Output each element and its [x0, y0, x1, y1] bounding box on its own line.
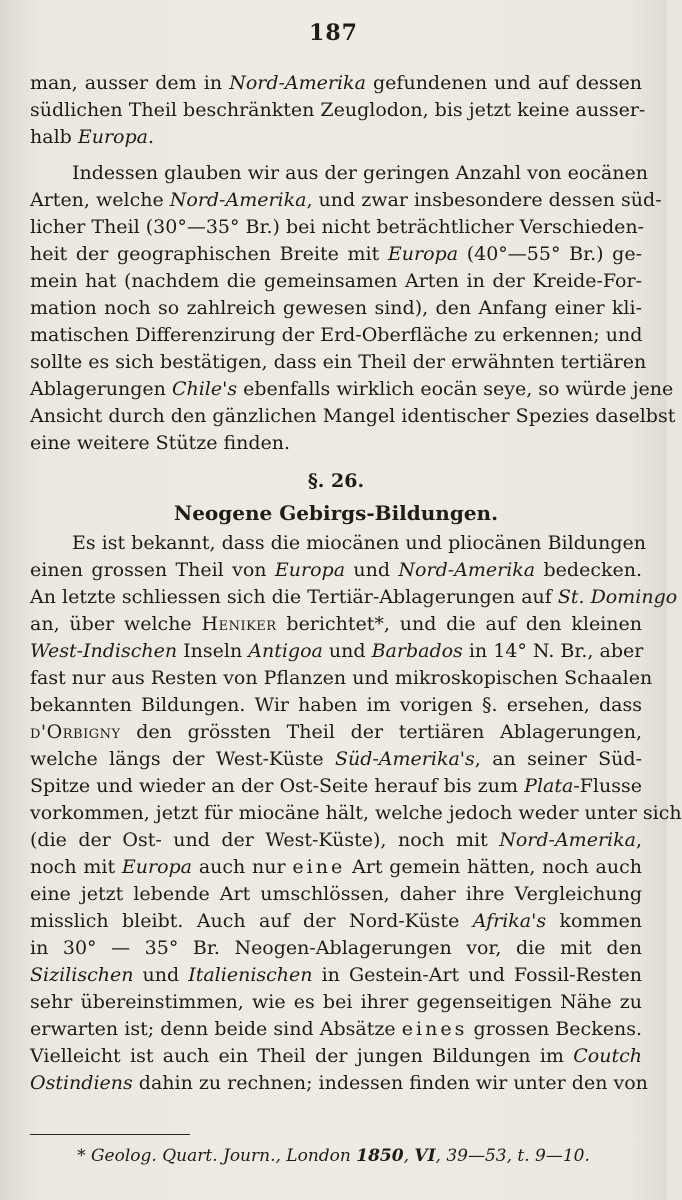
text-line: [30, 557, 642, 584]
page-body: [30, 70, 682, 1097]
text-span: halb: [30, 126, 78, 148]
text-span: Arten, welche: [30, 189, 170, 211]
footnote-text: , 39—53, t. 9—10.: [435, 1146, 590, 1166]
text-span: berichtet*, und die auf den kleinen: [276, 613, 642, 635]
place-name: Europa: [77, 126, 148, 148]
text-span: An letzte schliessen sich die Tertiär-Ablagerungen auf: [30, 586, 558, 608]
text-span: heit der geographischen Breite mit: [30, 243, 388, 265]
text-span: kommen: [546, 910, 642, 932]
place-name: Europa: [387, 243, 459, 265]
text-span: in 14° N. Br., aber: [462, 640, 644, 662]
text-line: [30, 376, 674, 403]
footnote: [0, 1146, 667, 1166]
text-span: gefundenen und auf dessen: [365, 72, 642, 94]
text-span: einen grossen Theil von: [30, 559, 275, 581]
text-line: [30, 611, 642, 638]
footnote-year: 1850: [356, 1146, 404, 1166]
place-name: Nord-Amerika: [398, 559, 536, 581]
emphasis-text: eine: [292, 856, 346, 878]
text-line: [30, 962, 642, 989]
place-name: Chile's: [171, 378, 238, 400]
text-line: [30, 719, 642, 746]
text-span: ,: [635, 829, 642, 851]
text-line: eine weitere Stütze finden.: [30, 432, 291, 454]
text-line: [30, 827, 642, 854]
text-span: auch nur: [192, 856, 293, 878]
text-span: welche längs der West-Küste: [30, 748, 335, 770]
text-line: [30, 1043, 642, 1070]
text-span: Art gemein hätten, noch auch: [345, 856, 642, 878]
footnote-divider: [30, 1134, 190, 1135]
text-span: den grössten Theil der tertiären Ablagerungen,: [120, 721, 642, 743]
text-line: [30, 70, 642, 97]
text-line: Es ist bekannt, dass die miocänen und pliocänen Bildungen: [72, 532, 646, 554]
text-span: misslich bleibt. Auch auf der Nord-Küste: [30, 910, 473, 932]
text-span: man, ausser dem in: [30, 72, 230, 94]
author-name: Heniker: [201, 613, 277, 635]
text-line: [30, 241, 642, 268]
text-span: -Flusse: [573, 775, 642, 797]
text-line: [30, 187, 662, 214]
text-span: , und zwar insbesondere dessen süd-: [306, 189, 662, 211]
text-line: [30, 638, 642, 665]
text-line: [30, 746, 642, 773]
page-number: 187: [309, 20, 358, 46]
text-span: (40°—55° Br.) ge-: [458, 243, 643, 265]
place-name: Antigoa: [248, 640, 323, 662]
text-line: sehr übereinstimmen, wie es bei ihrer gegenseitigen Nähe zu: [30, 991, 642, 1013]
text-line: [30, 1070, 648, 1097]
text-line: licher Theil (30°—35° Br.) bei nicht beträchtlicher Verschieden-: [30, 216, 645, 238]
place-name: Barbados: [371, 640, 463, 662]
text-span: und: [133, 964, 189, 986]
place-name: Nord-Amerika: [169, 189, 307, 211]
place-name: Plata: [524, 775, 574, 797]
text-span: (die der Ost- und der West-Küste), noch mit: [30, 829, 500, 851]
text-span: an, über welche: [30, 613, 202, 635]
text-span: .: [147, 126, 155, 148]
place-name: Nord-Amerika: [499, 829, 636, 851]
author-name: d'Orbigny: [30, 721, 121, 743]
section-number: §. 26.: [307, 470, 365, 492]
place-name: Italienischen: [188, 964, 313, 986]
text-line: bekannten Bildungen. Wir haben im vorigen §. ersehen, dass: [30, 694, 642, 716]
text-span: dahin zu rechnen; indessen finden wir unter den von: [132, 1072, 648, 1094]
text-line: mein hat (nachdem die gemeinsamen Arten in der Kreide-For-: [30, 270, 642, 292]
text-line: [30, 1016, 642, 1043]
place-name: Coutch: [573, 1045, 642, 1067]
text-span: bedecken.: [535, 559, 642, 581]
text-span: grossen Beckens.: [467, 1018, 642, 1040]
text-line: [30, 908, 642, 935]
text-line: südlichen Theil beschränkten Zeuglodon, bis jetzt keine ausser-: [30, 99, 646, 121]
place-name: Europa: [121, 856, 193, 878]
footnote-text: ,: [403, 1146, 415, 1166]
text-line: Indessen glauben wir aus der geringen Anzahl von eocänen: [72, 162, 648, 184]
section-title: Neogene Gebirgs-Bildungen.: [173, 501, 499, 525]
text-span: und: [322, 640, 372, 662]
text-span: erwarten ist; denn beide sind Absätze: [30, 1018, 402, 1040]
text-span: Inseln: [177, 640, 249, 662]
place-name: Süd-Amerika's: [334, 748, 475, 770]
place-name: St. Domingo: [557, 586, 678, 608]
text-line: eine jetzt lebende Art umschlössen, daher ihre Vergleichung: [30, 883, 642, 905]
place-name: Ostindiens: [30, 1072, 133, 1094]
text-line: matischen Differenzirung der Erd-Oberfläche zu erkennen; und: [30, 324, 643, 346]
place-name: Afrika's: [472, 910, 547, 932]
text-line: mation noch so zahlreich gewesen sind), den Anfang einer kli-: [30, 297, 642, 319]
place-name: Nord-Amerika: [229, 72, 366, 94]
text-span: noch mit: [30, 856, 122, 878]
text-span: in Gestein-Art und Fossil-Resten: [312, 964, 643, 986]
text-span: Vielleicht ist auch ein Theil der jungen Bildungen im: [30, 1045, 574, 1067]
place-name: Europa: [274, 559, 346, 581]
text-span: und: [345, 559, 399, 581]
text-line: [30, 584, 678, 611]
text-span: Ablagerungen: [30, 378, 172, 400]
text-span: ebenfalls wirklich eocän seye, so würde jene: [237, 378, 674, 400]
text-span: , an seiner Süd-: [474, 748, 642, 770]
place-name: West-Indischen: [30, 640, 178, 662]
footnote-text: * Geolog. Quart. Journ., London: [77, 1146, 357, 1166]
footnote-volume: VI: [414, 1146, 436, 1166]
text-line: in 30° — 35° Br. Neogen-Ablagerungen vor, die mit den: [30, 937, 642, 959]
text-span: Spitze und wieder an der Ost-Seite herauf bis zum: [30, 775, 525, 797]
text-line: fast nur aus Resten von Pflanzen und mikroskopischen Schaalen: [30, 667, 653, 689]
text-line: [30, 854, 642, 881]
emphasis-text: eines: [401, 1018, 468, 1040]
text-line: [30, 773, 642, 800]
text-line: vorkommen, jetzt für miocäne hält, welche jedoch weder unter sich: [30, 802, 682, 824]
text-line: Ansicht durch den gänzlichen Mangel identischer Spezies daselbst: [30, 405, 676, 427]
place-name: Sizilischen: [30, 964, 134, 986]
text-line: [30, 124, 642, 151]
text-line: sollte es sich bestätigen, dass ein Theil der erwähnten tertiären: [30, 351, 647, 373]
